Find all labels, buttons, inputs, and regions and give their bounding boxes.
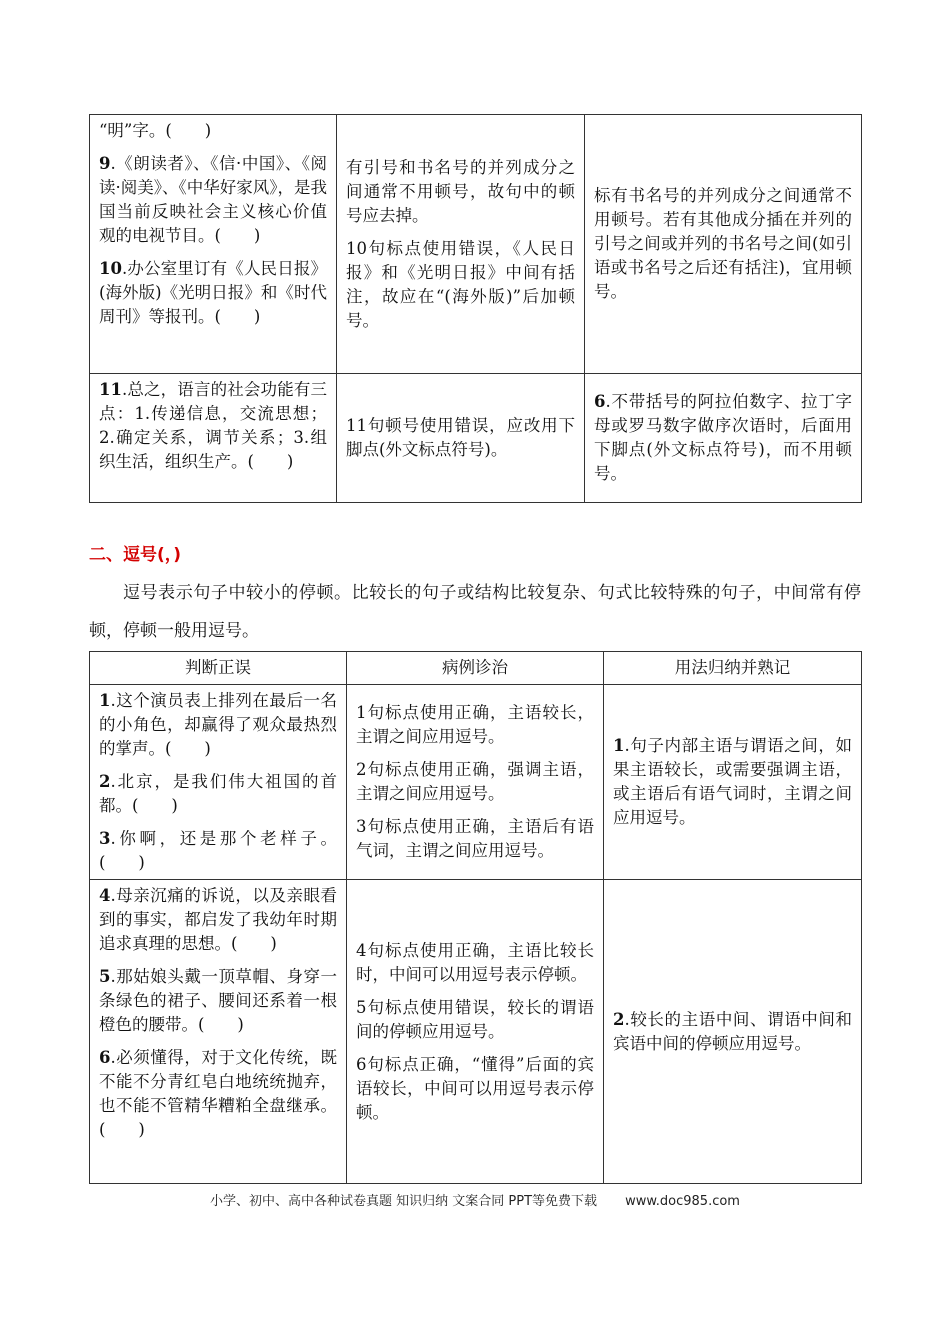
question-item: 6.必须懂得，对于文化传统，既不能不分青红皂白地统统抛弃，也不能不管精华糟粕全盘继承。( ): [99, 1048, 337, 1139]
diagnosis-item: 4句标点使用正确，主语比较长时，中间可以用逗号表示停顿。: [356, 940, 594, 984]
section-title: 二、逗号(，): [89, 545, 182, 565]
table-row: [90, 374, 862, 503]
judge-cell: [90, 374, 337, 503]
diagnosis-item: 5句标点使用错误，较长的谓语间的停顿应用逗号。: [356, 997, 594, 1041]
table-row: [90, 685, 862, 880]
diagnosis-item: 2句标点使用正确，强调主语，主谓之间应用逗号。: [356, 760, 594, 803]
question-item: 9.《朗读者》、《信·中国》、《阅读·阅美》、《中华好家风》，是我国当前反映社会主义核心价值观的电视节目。( ): [99, 154, 327, 245]
section-intro: 逗号表示句子中较小的停顿。比较长的句子或结构比较复杂、句式比较特殊的句子，中间常有停顿，停顿一般用逗号。: [89, 583, 861, 641]
diagnosis-cell: [337, 374, 585, 503]
page-footer: [0, 1190, 950, 1209]
diagnosis-cell: [347, 880, 604, 1184]
question-item: 4.母亲沉痛的诉说，以及亲眼看到的事实，都启发了我幼年时期追求真理的思想。( ): [99, 886, 337, 953]
rule-cell: [585, 374, 862, 503]
diagnosis-item: 1句标点使用正确，主语较长，主谓之间应用逗号。: [356, 703, 594, 746]
diagnosis-item: 3句标点使用正确，主语后有语气词，主谓之间应用逗号。: [356, 817, 594, 860]
question-item: 3.你啊，还是那个老样子。( ): [99, 829, 337, 872]
rule-cell: [585, 115, 862, 374]
column-header: 病例诊治: [347, 652, 604, 685]
judge-cell: [90, 115, 337, 374]
question-item: 2.北京，是我们伟大祖国的首都。( ): [99, 772, 337, 815]
question-item: “明”字。( ): [99, 121, 212, 140]
column-header: 判断正误: [90, 652, 347, 685]
punctuation-table-dunhao: [89, 114, 862, 503]
footer-text: 小学、初中、高中各种试卷真题 知识归纳 文案合同 PPT等免费下载: [210, 1194, 598, 1209]
rule-text: 2.较长的主语中间、谓语中间和宾语中间的停顿应用逗号。: [613, 1009, 852, 1053]
table-header-row: [90, 652, 862, 685]
rule-text: 标有书名号的并列成分之间通常不用顿号。若有其他成分插在并列的引号之间或并列的书名号之间(如引语或书名号之后还有括注)，宜用顿号。: [594, 186, 852, 301]
table-row: [90, 880, 862, 1184]
question-item: 5.那姑娘头戴一顶草帽、身穿一条绿色的裙子、腰间还系着一根橙色的腰带。( ): [99, 967, 337, 1034]
rule-cell: [604, 880, 862, 1184]
diagnosis-item: 11句顿号使用错误，应改用下脚点(外文标点符号)。: [346, 416, 575, 459]
column-header: 用法归纳并熟记: [604, 652, 862, 685]
footer-site-link[interactable]: www.doc985.com: [625, 1194, 740, 1209]
judge-cell: [90, 880, 347, 1184]
diagnosis-item: 有引号和书名号的并列成分之间通常不用顿号，故句中的顿号应去掉。: [346, 157, 575, 225]
punctuation-table-douhao: [89, 651, 862, 1184]
judge-cell: [90, 685, 347, 880]
diagnosis-cell: [347, 685, 604, 880]
diagnosis-cell: [337, 115, 585, 374]
rule-text: 6.不带括号的阿拉伯数字、拉丁字母或罗马数字做序次语时，后面用下脚点(外文标点符号)，而不用顿号。: [594, 392, 852, 483]
question-item: 11.总之，语言的社会功能有三点：1.传递信息，交流思想；2.确定关系，调节关系；3.组织生活，组织生产。( ): [99, 380, 327, 471]
question-item: 1.这个演员表上排列在最后一名的小角色，却赢得了观众最热烈的掌声。( ): [99, 691, 337, 758]
diagnosis-item: 6句标点正确，“懂得”后面的宾语较长，中间可以用逗号表示停顿。: [356, 1054, 594, 1122]
table-row: [90, 115, 862, 374]
diagnosis-item: 10句标点使用错误，《人民日报》和《光明日报》中间有括注，故应在“(海外版)”后加顿号。: [346, 238, 575, 330]
rule-cell: [604, 685, 862, 880]
question-item: 10.办公室里订有《人民日报》(海外版)《光明日报》和《时代周刊》等报刊。( ): [99, 259, 327, 326]
rule-text: 1.句子内部主语与谓语之间，如果主语较长，或需要强调主语，或主语后有语气词时，主谓之间应用逗号。: [613, 736, 852, 827]
